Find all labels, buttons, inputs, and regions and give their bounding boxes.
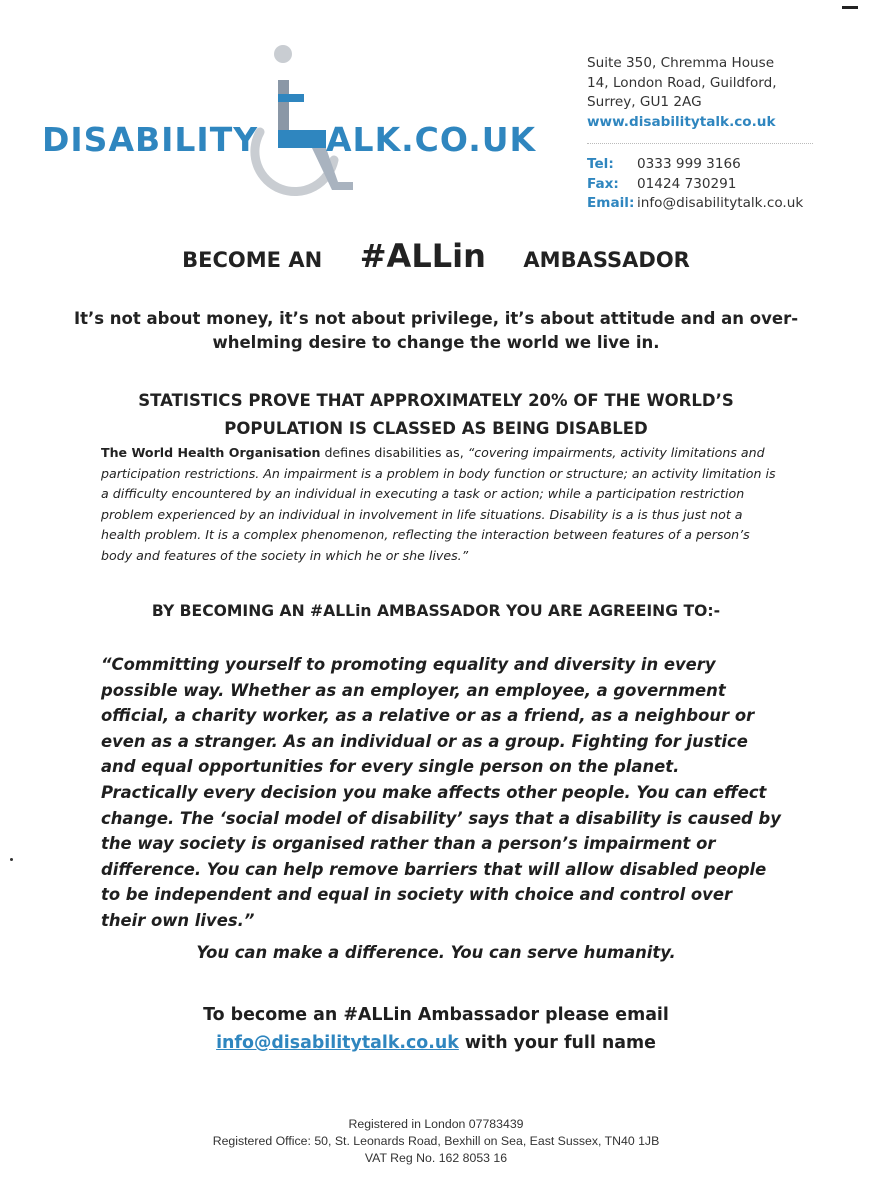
- title-hashtag: #ALLin: [359, 237, 486, 275]
- page-title: [0, 237, 872, 275]
- cta-line-2: [0, 1029, 872, 1057]
- call-to-action: [0, 1001, 872, 1057]
- address-line: 14, London Road, Guildford,: [587, 74, 777, 91]
- title-left: BECOME AN: [182, 248, 323, 272]
- email-address[interactable]: info@disabilitytalk.co.uk: [637, 195, 804, 211]
- contact-label: Fax:: [587, 175, 619, 192]
- statistics-line: POPULATION IS CLASSED AS BEING DISABLED: [224, 419, 648, 438]
- contact-row: [587, 175, 803, 195]
- footer: [0, 1116, 872, 1166]
- email-link[interactable]: info@disabilitytalk.co.uk: [216, 1033, 459, 1053]
- contact-label: Email:: [587, 195, 635, 211]
- who-quote: “covering impairments, activity limitations and participation restrictions. An impairment is a problem in body function or structure; an activity limitation is a difficulty encountered by an individual in executing a task or action; while a participation restriction problem experienced by an individual in involvement in life situations. Disability is a is thus just not a health problem. It is a complex phenomenon, reflecting the interaction between features of a person’s body and features of the society in which he or she lives.”: [101, 445, 776, 563]
- logo: [42, 40, 552, 200]
- difference-text: You can make a difference. You can serve humanity.: [196, 943, 676, 962]
- who-name: The World Health Organisation: [101, 445, 321, 460]
- address-line: Suite 350, Chremma House: [587, 55, 775, 71]
- pledge-text: “Committing yourself to promoting equality and diversity in every possible way. Whether as an employer, an employee, a government official, a charity worker, as a relative or as a friend, as a neighbour or even as a stranger. As an individual or as a group. Fighting for justice and equal opportunities for every single person on the planet. Practically every decision you make affects other people. You can effect change. The ‘social model of disability’ says that a disability is caused by the way society is organised rather than a person’s impairment or difference. You can help remove barriers that will allow disabled people to be independent and equal in society with choice and control over their own lives.”: [101, 655, 781, 930]
- contact-row: [587, 194, 803, 214]
- footer-line: Registered Office: 50, St. Leonards Road, Bexhill on Sea, East Sussex, TN40 1JB: [212, 1133, 660, 1148]
- who-definition: [101, 443, 781, 566]
- logo-text-left: DISABILITY: [42, 120, 259, 159]
- fax-number: 01424 730291: [637, 175, 737, 192]
- website-link[interactable]: www.disabilitytalk.co.uk: [587, 113, 776, 130]
- divider: [587, 143, 813, 144]
- address-line: Surrey, GU1 2AG: [587, 94, 702, 110]
- scan-mark: [842, 6, 858, 9]
- title-right: AMBASSADOR: [523, 248, 690, 272]
- cta-suffix: with your full name: [458, 1033, 656, 1053]
- agreement-heading: BY BECOMING AN #ALLin AMBASSADOR YOU ARE AGREEING TO:-: [151, 602, 721, 620]
- phone-number: 0333 999 3166: [637, 156, 741, 172]
- statistics-line: STATISTICS PROVE THAT APPROXIMATELY 20% OF THE WORLD’S: [138, 391, 734, 410]
- contact-label: Tel:: [587, 156, 614, 172]
- contact-row: [587, 155, 803, 175]
- contact-block: [587, 155, 803, 214]
- logo-text-right: ALK.CO.UK: [326, 120, 537, 159]
- address-block: [587, 54, 777, 132]
- footer-line: VAT Reg No. 162 8053 16: [364, 1150, 508, 1165]
- statistics-heading: [60, 387, 812, 443]
- who-defines: defines disabilities as,: [320, 445, 468, 460]
- footer-line: Registered in London 07783439: [348, 1117, 524, 1131]
- intro-text: It’s not about money, it’s not about privilege, it’s about attitude and an over-whelming desire to change the world we live in.: [73, 309, 799, 352]
- cta-line: To become an #ALLin Ambassador please email: [203, 1005, 669, 1025]
- scan-speck: [10, 858, 13, 861]
